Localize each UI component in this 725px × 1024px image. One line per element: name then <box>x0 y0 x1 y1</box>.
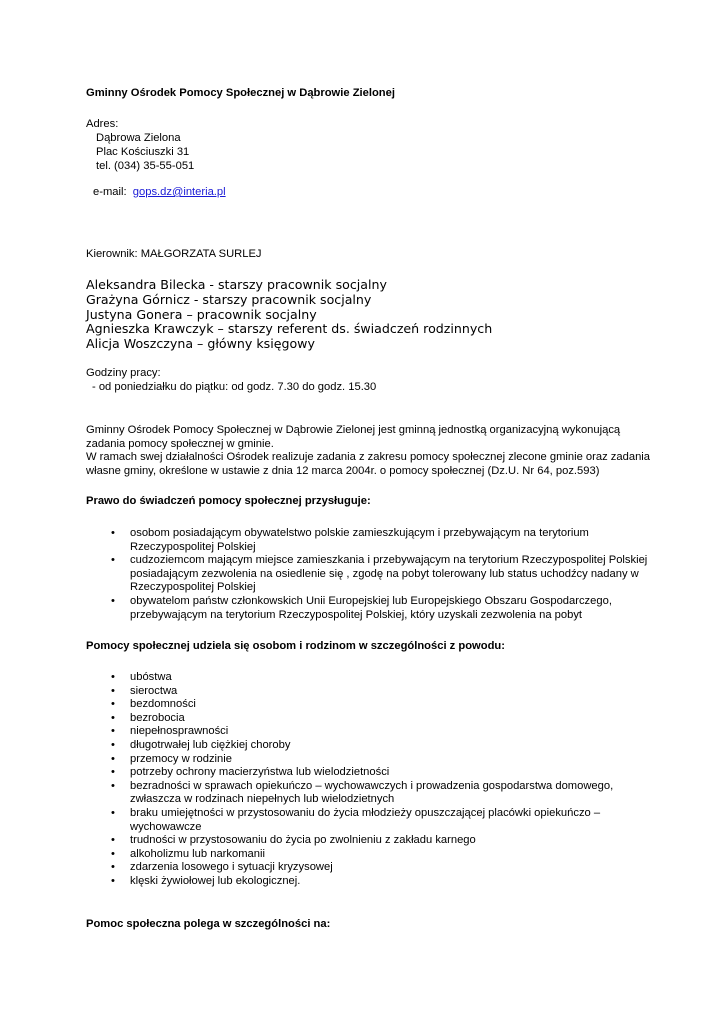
list-item-line: • potrzeby ochrony macierzyństwa lub wielodzietności <box>130 766 390 779</box>
page-title: Gminny Ośrodek Pomocy Społecznej w Dąbrowie Zielonej <box>86 87 395 99</box>
address-label: Adres: <box>86 118 119 130</box>
list-item-line: • ubóstwa <box>130 671 172 683</box>
intro-line: zadania pomocy społecznej w gminie. <box>86 438 274 450</box>
staff-member: Grażyna Górnicz - starszy pracownik socjalny <box>86 292 372 307</box>
manager: Kierownik: MAŁGORZATA SURLEJ <box>86 248 262 260</box>
staff-member: Justyna Gonera – pracownik socjalny <box>86 307 317 322</box>
reasons-heading: Pomocy społecznej udziela się osobom i rodzinom w szczególności z powodu: <box>86 640 505 652</box>
list-item <box>111 861 613 875</box>
list-item-line: • długotrwałej lub ciężkiej choroby <box>130 738 291 751</box>
list-item-line: • bezdomności <box>130 698 196 711</box>
list-item <box>111 780 613 807</box>
entitlement-heading: Prawo do świadczeń pomocy społecznej przysługuje: <box>86 495 371 507</box>
list-item-line: Rzeczypospolitej Polskiej <box>130 540 256 553</box>
list-item <box>111 685 613 699</box>
list-item-line: • osobom posiadającym obywatelstwo polskie zamieszkującym i przebywającym na terytorium <box>130 527 589 539</box>
list-item <box>111 527 647 554</box>
list-item <box>111 554 647 595</box>
list-item-line: • trudności w przystosowaniu do życia po zwolnieniu z zakładu karnego <box>130 834 476 847</box>
list-item <box>111 807 613 834</box>
list-item <box>111 834 613 848</box>
intro-line: własne gminy, określone w ustawie z dnia 12 marca 2004r. o pomocy społecznej (Dz.U. Nr 64, poz.593) <box>86 465 600 477</box>
entitlement-list <box>111 527 647 622</box>
list-item-line: • obywatelom państw członkowskich Unii Europejskiej lub Europejskiego Obszaru Gospodarczego, <box>130 594 612 607</box>
list-item <box>111 712 613 726</box>
list-item-line: • przemocy w rodzinie <box>130 752 232 765</box>
list-item-line: Rzeczypospolitej Polskiej <box>130 581 256 594</box>
staff-member: Alicja Woszczyna – główny księgowy <box>86 336 315 351</box>
list-item-line: • zdarzenia losowego i sytuacji kryzysowej <box>130 861 333 874</box>
staff-member: Agnieszka Krawczyk – starszy referent ds. świadczeń rodzinnych <box>86 321 493 336</box>
support-heading: Pomoc społeczna polega w szczególności na: <box>86 918 331 930</box>
staff-member: Aleksandra Bilecka - starszy pracownik socjalny <box>86 277 387 292</box>
list-item-line: przebywającym na terytorium Rzeczypospolitej Polskiej, który uzyskali zezwolenia na pobyt <box>130 608 583 621</box>
list-item-line: • klęski żywiołowej lub ekologicznej. <box>130 874 301 887</box>
list-item <box>111 595 647 622</box>
list-item <box>111 698 613 712</box>
list-item-line: • cudzoziemcom mającym miejsce zamieszkania i przebywającym na terytorium Rzeczypospolitej Polskiej <box>130 554 648 567</box>
list-item-line: posiadającym zezwolenia na osiedlenie się , zgodę na pobyt tolerowany lub status uchodźcy nadany w <box>130 567 639 580</box>
reasons-list <box>111 671 613 889</box>
list-item <box>111 766 613 780</box>
list-item-line: • alkoholizmu lub narkomanii <box>130 847 265 860</box>
email-label: e-mail: <box>93 186 127 198</box>
list-item-line: • braku umiejętności w przystosowaniu do życia młodzieży opuszczającej placówki opiekuńczo – <box>130 806 601 819</box>
email-link[interactable]: gops.dz@interia.pl <box>132 186 226 198</box>
intro-line: Gminny Ośrodek Pomocy Społecznej w Dąbrowie Zielonej jest gminną jednostką organizacyjną wykonującą <box>86 424 621 436</box>
list-item <box>111 875 613 889</box>
intro-line: W ramach swej działalności Ośrodek realizuje zadania z zakresu pomocy społecznej zlecone gminie oraz zadania <box>86 451 650 463</box>
list-item-line: • bezradności w sprawach opiekuńczo – wychowawczych i prowadzenia gospodarstwa domowego, <box>130 779 614 792</box>
hours-label: Godziny pracy: <box>86 367 161 379</box>
list-item <box>111 739 613 753</box>
address-phone: tel. (034) 35-55-051 <box>96 160 195 172</box>
hours-text: - od poniedziałku do piątku: od godz. 7.30 do godz. 15.30 <box>92 381 377 393</box>
list-item <box>111 848 613 862</box>
address-city: Dąbrowa Zielona <box>96 132 181 144</box>
list-item-line: • niepełnosprawności <box>130 725 229 738</box>
list-item-line: • sieroctwa <box>130 684 178 697</box>
list-item <box>111 671 613 685</box>
email-line <box>86 186 226 200</box>
list-item <box>111 725 613 739</box>
address-street: Plac Kościuszki 31 <box>96 146 190 158</box>
list-item-line: • bezrobocia <box>130 711 185 724</box>
list-item-line: zwłaszcza w rodzinach niepełnych lub wielodzietnych <box>130 793 395 806</box>
list-item <box>111 753 613 767</box>
list-item-line: wychowawcze <box>130 820 202 833</box>
